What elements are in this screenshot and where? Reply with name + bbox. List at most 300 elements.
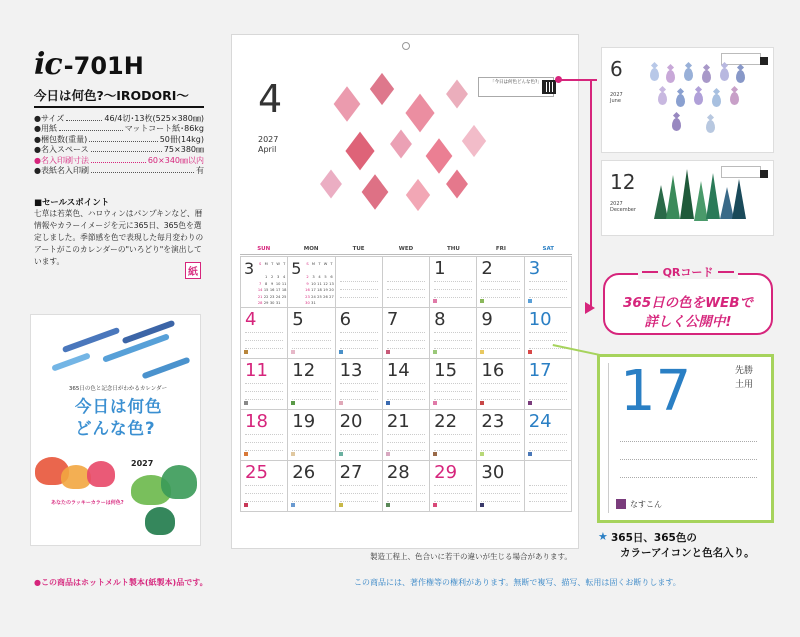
memo-line	[434, 340, 472, 341]
day-cell	[430, 461, 477, 512]
mini-calendar-day: 30	[269, 301, 275, 305]
preview-year: 2027	[610, 201, 623, 207]
memo-line	[529, 391, 567, 392]
day-color-swatch	[244, 350, 248, 354]
art-drop	[658, 92, 667, 105]
spec-key: ●用紙	[34, 124, 57, 134]
memo-line	[529, 348, 567, 349]
product-title: 今日は何色?～IRODORI～	[34, 88, 189, 103]
day-cell	[241, 410, 288, 461]
memo-line	[245, 485, 283, 486]
memo-line	[387, 485, 425, 486]
day-color-swatch	[528, 299, 532, 303]
memo-line	[529, 399, 567, 400]
mini-calendar-day: 26	[323, 294, 328, 299]
spec-key: ●名入スペース	[34, 145, 89, 155]
memo-line	[340, 493, 378, 494]
preview-month-name: December	[610, 207, 636, 213]
hanging-hole	[402, 42, 410, 50]
mini-calendar-day: W	[323, 262, 328, 266]
day-cell	[241, 461, 288, 512]
day-color-swatch	[291, 350, 295, 354]
zoom-edge-line	[608, 363, 609, 513]
day-color-swatch	[291, 401, 295, 405]
spec-leader-dots	[91, 162, 146, 163]
mini-calendar-month: 5	[291, 259, 302, 278]
zoom-memo-line	[620, 477, 757, 478]
day-color-swatch	[433, 503, 437, 507]
art-drop	[672, 118, 681, 131]
day-color-swatch	[244, 452, 248, 456]
mini-calendar-day: T	[271, 262, 274, 266]
memo-line	[245, 391, 283, 392]
art-drop	[730, 92, 739, 105]
weekday-label: FRI	[495, 246, 506, 252]
next-month-cell	[288, 257, 335, 308]
mini-calendar-day: 6	[330, 275, 333, 279]
day-number: 28	[386, 462, 410, 483]
day-color-swatch	[433, 452, 437, 456]
art-drop	[736, 70, 745, 83]
day-number: 13	[339, 360, 363, 381]
memo-line	[481, 391, 519, 392]
callout-connector	[590, 80, 592, 308]
art-drop	[694, 92, 703, 105]
memo-line	[340, 297, 378, 298]
mini-calendar-grid	[257, 262, 288, 308]
day-number: 20	[339, 411, 363, 432]
memo-line	[481, 348, 519, 349]
day-number: 6	[339, 309, 352, 330]
zoom-day-number: 17	[620, 359, 692, 424]
mini-calendar-day: 24	[311, 294, 316, 299]
mini-calendar-day: S	[306, 262, 309, 266]
memo-line	[481, 442, 519, 443]
art-tree	[680, 169, 694, 219]
memo-line	[529, 442, 567, 443]
day-number: 27	[339, 462, 363, 483]
memo-line	[292, 340, 330, 341]
mini-calendar-day: 25	[281, 294, 287, 299]
memo-line	[434, 450, 472, 451]
day-number: 23	[481, 411, 505, 432]
preview-topic-box	[721, 166, 761, 178]
calendar-grid	[240, 256, 572, 512]
memo-line	[481, 450, 519, 451]
mini-calendar	[291, 260, 335, 308]
spec-key: ●サイズ	[34, 114, 65, 123]
mini-calendar-day: 16	[305, 288, 310, 292]
cover-color-blob	[161, 465, 197, 499]
memo-line	[245, 399, 283, 400]
day-color-swatch	[528, 452, 532, 456]
mini-calendar-day: 16	[269, 288, 275, 292]
memo-line	[387, 434, 425, 435]
mini-calendar-day: 11	[317, 281, 322, 286]
art-diamond	[320, 169, 342, 198]
mini-calendar-day: 7	[259, 281, 262, 286]
mini-calendar-day: 20	[329, 288, 334, 292]
weekday-label: TUE	[352, 246, 365, 252]
memo-line	[387, 442, 425, 443]
memo-line	[434, 383, 472, 384]
day-color-swatch	[480, 503, 484, 507]
cover-title-line2: どんな色?	[75, 419, 156, 438]
memo-line	[245, 348, 283, 349]
art-diamond	[390, 129, 412, 158]
star-icon: ★	[598, 530, 608, 543]
mini-calendar-day: 17	[311, 288, 316, 292]
day-cell	[336, 308, 383, 359]
day-number: 1	[434, 258, 446, 279]
day-number: 2	[481, 258, 493, 279]
cover-brush-stroke	[62, 327, 120, 353]
mini-calendar	[244, 260, 288, 308]
month-name: April	[258, 145, 277, 154]
day-number: 30	[481, 462, 505, 483]
memo-line	[245, 383, 283, 384]
mini-calendar-day: 14	[257, 288, 263, 292]
day-cell	[430, 257, 477, 308]
memo-line	[434, 493, 472, 494]
spec-value: 50冊(14kg)	[159, 134, 204, 144]
memo-line	[481, 297, 519, 298]
memo-line	[434, 434, 472, 435]
color-disclaimer: 製造工程上、色合いに若干の違いが生じる場合があります。	[370, 552, 572, 561]
cover-brush-stroke	[141, 357, 190, 380]
day-number: 19	[292, 411, 316, 432]
memo-line	[292, 399, 330, 400]
day-cell	[477, 257, 524, 308]
memo-line	[387, 391, 425, 392]
memo-line	[340, 340, 378, 341]
preview-month-number: 12	[610, 170, 636, 194]
spec-key: ●表紙名入印刷	[34, 166, 89, 176]
memo-line	[481, 383, 519, 384]
art-drop	[712, 94, 721, 107]
day-number: 5	[292, 309, 304, 330]
day-number: 26	[292, 462, 316, 483]
month-number: 4	[258, 77, 283, 121]
mini-calendar-day: 8	[265, 281, 268, 286]
mini-calendar-month: 3	[244, 259, 255, 278]
day-color-swatch	[339, 350, 343, 354]
spec-row	[34, 114, 204, 124]
memo-line	[340, 281, 378, 282]
spec-leader-dots	[91, 172, 194, 173]
memo-line	[292, 332, 330, 333]
qr-code-icon[interactable]	[542, 80, 556, 94]
memo-line	[529, 340, 567, 341]
empty-day-cell	[525, 461, 572, 512]
day-color-swatch	[480, 401, 484, 405]
day-number: 22	[434, 411, 458, 432]
day-cell	[525, 308, 572, 359]
prev-month-cell	[241, 257, 288, 308]
spec-leader-dots	[66, 120, 102, 121]
spec-list	[34, 114, 204, 176]
qr-code-icon	[760, 57, 768, 65]
memo-line	[340, 485, 378, 486]
day-cell	[288, 461, 335, 512]
day-color-swatch	[386, 401, 390, 405]
calendar-page	[231, 34, 579, 549]
day-cell	[477, 308, 524, 359]
mini-calendar-day: S	[259, 262, 262, 266]
day-color-swatch	[433, 350, 437, 354]
day-cell	[336, 359, 383, 410]
memo-line	[434, 297, 472, 298]
day-number: 16	[481, 360, 505, 381]
memo-line	[481, 399, 519, 400]
memo-line	[340, 501, 378, 502]
day-number: 8	[434, 309, 446, 330]
spec-leader-dots	[89, 141, 157, 142]
day-number: 12	[292, 360, 316, 381]
day-number: 18	[245, 411, 268, 432]
memo-line	[340, 399, 378, 400]
spec-value: マットコート紙･86kg	[124, 124, 204, 134]
zoom-day-detail	[597, 354, 774, 523]
memo-line	[292, 493, 330, 494]
day-color-swatch	[386, 350, 390, 354]
memo-line	[481, 281, 519, 282]
memo-line	[245, 332, 283, 333]
zoom-zodiac-note: 土用	[734, 380, 753, 390]
mini-calendar-day: M	[311, 262, 316, 266]
cover-color-blob	[145, 507, 175, 535]
mini-calendar-day: 23	[305, 294, 310, 299]
mini-calendar-day: M	[264, 262, 268, 266]
callout-arrow-icon	[585, 302, 595, 314]
weekday-header	[240, 243, 572, 255]
preview-december	[601, 160, 774, 236]
qr-callout-line2: 詳しく公開中!	[644, 314, 732, 330]
day-color-swatch	[339, 503, 343, 507]
day-number: 15	[434, 360, 458, 381]
title-divider	[34, 106, 204, 108]
day-color-swatch	[339, 452, 343, 456]
day-cell	[383, 410, 430, 461]
mini-calendar-day: 15	[263, 288, 269, 292]
memo-line	[387, 383, 425, 384]
spec-value: 60×340㎜以内	[147, 155, 204, 165]
day-color-swatch	[244, 401, 248, 405]
memo-line	[529, 434, 567, 435]
memo-line	[387, 399, 425, 400]
memo-line	[340, 434, 378, 435]
art-diamond	[405, 94, 434, 133]
day-cell	[383, 461, 430, 512]
memo-line	[529, 281, 567, 282]
art-drop	[650, 68, 659, 81]
art-drop	[706, 120, 715, 133]
memo-line	[387, 289, 425, 290]
day-number: 7	[386, 309, 399, 330]
day-number: 9	[481, 309, 493, 330]
memo-line	[529, 501, 567, 502]
mini-calendar-day: T	[330, 262, 333, 266]
day-cell	[477, 461, 524, 512]
mini-calendar-day: 4	[318, 275, 321, 279]
memo-line	[529, 383, 567, 384]
day-number: 25	[245, 462, 268, 483]
feature-text-line2: カラーアイコンと色名入り。	[620, 547, 755, 559]
memo-line	[529, 485, 567, 486]
memo-line	[387, 348, 425, 349]
preview-topic-box	[721, 53, 761, 65]
memo-line	[434, 332, 472, 333]
day-color-swatch	[433, 299, 437, 303]
mini-calendar-day: 3	[312, 275, 315, 279]
art-diamond	[362, 174, 389, 209]
memo-line	[292, 442, 330, 443]
day-number: 17	[528, 360, 552, 381]
day-cell	[336, 410, 383, 461]
mini-calendar-day: 18	[281, 288, 287, 292]
spec-key: ●梱包数(重量)	[34, 134, 88, 144]
day-color-swatch	[339, 401, 343, 405]
memo-line	[481, 340, 519, 341]
mini-calendar-day: 19	[323, 288, 328, 292]
spec-value: 有	[196, 166, 204, 176]
memo-line	[245, 493, 283, 494]
day-color-swatch	[480, 350, 484, 354]
art-tree	[732, 179, 746, 219]
day-cell	[241, 308, 288, 359]
brand-logo-mark: ic	[34, 47, 62, 82]
day-cell	[288, 359, 335, 410]
preview-month-number: 6	[610, 57, 623, 81]
day-cell	[241, 359, 288, 410]
calendar-year: 2027	[258, 135, 279, 144]
day-number: 24	[528, 411, 552, 432]
memo-line	[481, 485, 519, 486]
memo-line	[387, 501, 425, 502]
zoom-color-swatch	[616, 499, 626, 509]
memo-line	[434, 281, 472, 282]
day-color-swatch	[386, 452, 390, 456]
qr-callout-tag: QRコード	[638, 264, 738, 279]
weekday-label: MON	[303, 246, 319, 252]
art-drop	[702, 70, 711, 83]
cover-subtitle: 365日の色と記念日がわかるカレンダー	[68, 386, 168, 392]
paper-binding-badge: 紙	[185, 262, 201, 279]
day-cell	[525, 257, 572, 308]
art-diamond	[334, 86, 361, 121]
memo-line	[292, 501, 330, 502]
memo-line	[245, 434, 283, 435]
memo-line	[434, 399, 472, 400]
memo-line	[434, 485, 472, 486]
qr-callout-line1: 365日の色をWEBで	[622, 295, 754, 311]
weekday-label: SAT	[542, 246, 555, 252]
memo-line	[529, 289, 567, 290]
mini-calendar-day: 17	[275, 288, 281, 292]
mini-calendar-day: 1	[265, 275, 268, 279]
memo-line	[340, 383, 378, 384]
day-cell	[430, 359, 477, 410]
empty-day-cell	[383, 257, 430, 308]
mini-calendar-day: 31	[311, 301, 316, 305]
empty-day-cell	[336, 257, 383, 308]
art-diamond	[370, 73, 394, 105]
memo-line	[340, 391, 378, 392]
memo-line	[434, 289, 472, 290]
day-color-swatch	[291, 503, 295, 507]
memo-line	[340, 348, 378, 349]
memo-line	[292, 485, 330, 486]
memo-line	[481, 501, 519, 502]
art-drop	[676, 94, 685, 107]
sales-point-text: 七草は若菜色、ハロウィンはパンプキンなど、暦情報やカラーイメージを元に365日、365色を選定しました。季節感を色で表現した毎月変わりのアートがこのカレンダーの"いろどり"を演出しています。	[34, 209, 204, 266]
art-diamond	[446, 169, 468, 198]
day-number: 21	[386, 411, 410, 432]
memo-line	[529, 493, 567, 494]
cover-thumbnail	[30, 314, 201, 546]
day-number: 4	[245, 309, 257, 330]
art-tree	[666, 175, 680, 219]
brand-logo	[34, 47, 144, 82]
spec-row	[34, 166, 204, 176]
mini-calendar-day: 2	[271, 275, 274, 279]
day-cell	[288, 410, 335, 461]
weekday-label: SUN	[257, 246, 271, 252]
zoom-color-name: なすこん	[630, 500, 662, 509]
spec-leader-dots	[59, 130, 123, 131]
cover-title-line1: 今日は何色	[75, 397, 163, 416]
art-diamond	[406, 179, 430, 211]
day-cell	[525, 410, 572, 461]
day-number: 3	[528, 258, 541, 279]
mini-calendar-day: 25	[317, 294, 322, 299]
preview-june	[601, 47, 774, 153]
day-color-swatch	[433, 401, 437, 405]
zoom-memo-line	[620, 459, 757, 460]
mini-calendar-day: W	[276, 262, 280, 266]
spec-row	[34, 124, 204, 134]
mini-calendar-day: 5	[324, 275, 327, 279]
mini-calendar-day: 29	[263, 301, 269, 305]
art-diamond	[426, 138, 453, 173]
day-cell	[430, 410, 477, 461]
memo-line	[292, 450, 330, 451]
spec-row	[34, 156, 204, 166]
cover-year: 2027	[131, 459, 154, 468]
memo-line	[434, 348, 472, 349]
day-cell	[477, 410, 524, 461]
day-number: 14	[386, 360, 410, 381]
mini-calendar-day: 31	[275, 301, 281, 305]
memo-line	[387, 340, 425, 341]
art-diamond	[462, 125, 486, 157]
mini-calendar-day: 9	[306, 281, 309, 286]
mini-calendar-day: 30	[305, 301, 310, 305]
spec-row	[34, 135, 204, 145]
mini-calendar-day: 10	[311, 281, 316, 286]
mini-calendar-day: 21	[257, 294, 263, 299]
mini-calendar-day: 13	[329, 281, 334, 286]
memo-line	[245, 442, 283, 443]
topic-box: 「今日は何色どんな色?」	[478, 77, 554, 97]
mini-calendar-day: 22	[263, 294, 269, 299]
day-color-swatch	[528, 401, 532, 405]
feature-text-line1: 365日、365色の	[611, 532, 697, 544]
memo-line	[340, 332, 378, 333]
mini-calendar-day: T	[318, 262, 321, 266]
day-cell	[336, 461, 383, 512]
cover-brush-stroke	[51, 352, 91, 371]
